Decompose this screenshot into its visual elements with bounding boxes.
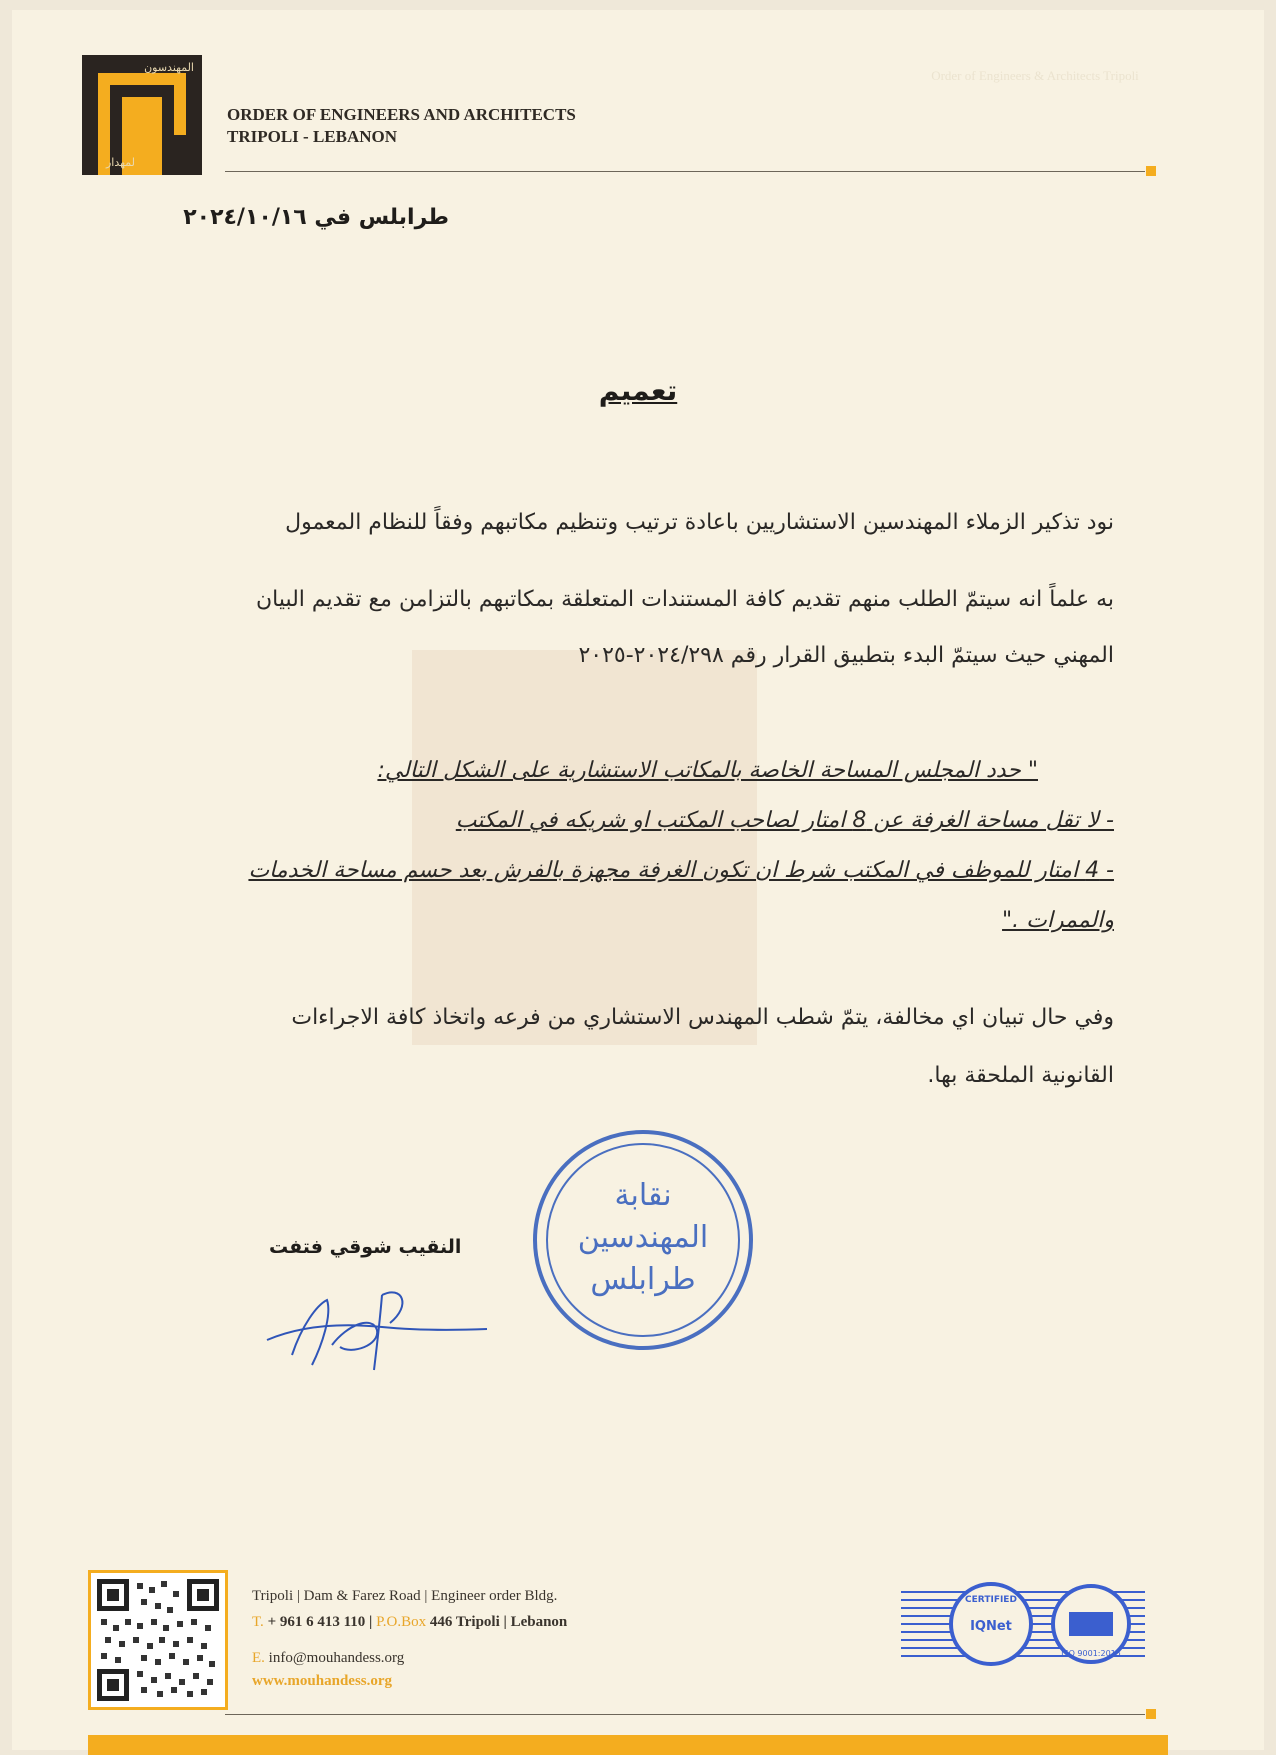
org-line-1: ORDER OF ENGINEERS AND ARCHITECTS xyxy=(227,105,576,124)
background-watermark-block xyxy=(412,650,757,1045)
pobox-label: P.O.Box xyxy=(376,1614,427,1630)
stamp-line-1: نقابة xyxy=(614,1178,672,1213)
paragraph-2-line-1: وفي حال تبيان اي مخالفة، يتمّ شطب المهندس الاستشاري من فرعه واتخاذ كافة الاجراءات xyxy=(291,1005,1114,1030)
certification-badges xyxy=(901,1582,1145,1668)
logo-text-top: المهندسون xyxy=(144,61,194,74)
footer-email-line xyxy=(252,1650,404,1667)
official-stamp xyxy=(528,1125,758,1355)
organization-name xyxy=(227,104,576,148)
cert-certified-label: CERTIFIED xyxy=(965,1595,1017,1605)
pobox-value: 446 Tripoli | Lebanon xyxy=(429,1614,568,1630)
stamp-line-3: طرابلس xyxy=(590,1262,696,1297)
quote-line-1: " حدد المجلس المساحة الخاصة بالمكاتب الاستشارية على الشكل التالي: xyxy=(377,758,1038,783)
qr-code xyxy=(88,1570,228,1710)
cert-iqnet-label: IQNet xyxy=(970,1619,1012,1634)
footer-website: www.mouhandess.org xyxy=(252,1673,393,1689)
email-value: info@mouhandess.org xyxy=(268,1650,405,1666)
header-rule-dot xyxy=(1146,166,1156,176)
date-line: طرابلس في ٢٠٢٤/١٠/١٦ xyxy=(183,205,449,230)
org-line-2: TRIPOLI - LEBANON xyxy=(227,127,398,146)
quote-line-3: - 4 امتار للموظف في المكتب شرط ان تكون الغرفة مجهزة بالفرش بعد حسم مساحة الخدمات xyxy=(248,858,1114,883)
watermark: Order of Engineers & Architects Tripoli xyxy=(931,68,1139,83)
paragraph-1-line-1: نود تذكير الزملاء المهندسين الاستشاريين باعادة ترتيب وتنظيم مكاتبهم وفقاً للنظام المعمول xyxy=(285,510,1114,535)
quote-line-4: والممرات ." xyxy=(1002,908,1114,933)
tel-label: T. xyxy=(252,1614,264,1630)
signatory-name: النقيب شوقي فتفت xyxy=(269,1236,462,1258)
paragraph-2-line-2: القانونية الملحقة بها. xyxy=(927,1063,1114,1088)
footer-contact-line: T. + 961 6 413 110 | P.O.Box 446 Tripoli | Lebanon xyxy=(252,1614,568,1630)
paragraph-1-line-3: المهني حيث سيتمّ البدء بتطبيق القرار رقم ٢٠٢٤/٢٩٨-٢٠٢٥ xyxy=(578,643,1114,668)
tel-value: + 961 6 413 110 xyxy=(267,1614,366,1630)
signature xyxy=(262,1285,492,1375)
quote-line-2: - لا تقل مساحة الغرفة عن 8 امتار لصاحب المكتب او شريكه في المكتب xyxy=(455,808,1114,833)
footer-rule-dot xyxy=(1146,1709,1156,1719)
stamp-line-2: المهندسين xyxy=(577,1220,709,1255)
logo-text-bottom: لمهدار xyxy=(106,156,135,169)
email-label: E. xyxy=(252,1650,265,1666)
cert-iso-label: ISO 9001:2015 xyxy=(1061,1649,1121,1658)
header-rule xyxy=(225,171,1145,172)
footer-accent-bar xyxy=(88,1735,1168,1755)
footer-address: Tripoli | Dam & Farez Road | Engineer order Bldg. xyxy=(252,1588,558,1604)
oea-logo xyxy=(82,55,202,175)
page-title: تعميم xyxy=(598,374,678,407)
paragraph-1-line-2: به علماً انه سيتمّ الطلب منهم تقديم كافة المستندات المتعلقة بمكاتبهم بالتزامن مع تقديم البيان xyxy=(255,587,1114,612)
footer-rule xyxy=(225,1714,1145,1715)
